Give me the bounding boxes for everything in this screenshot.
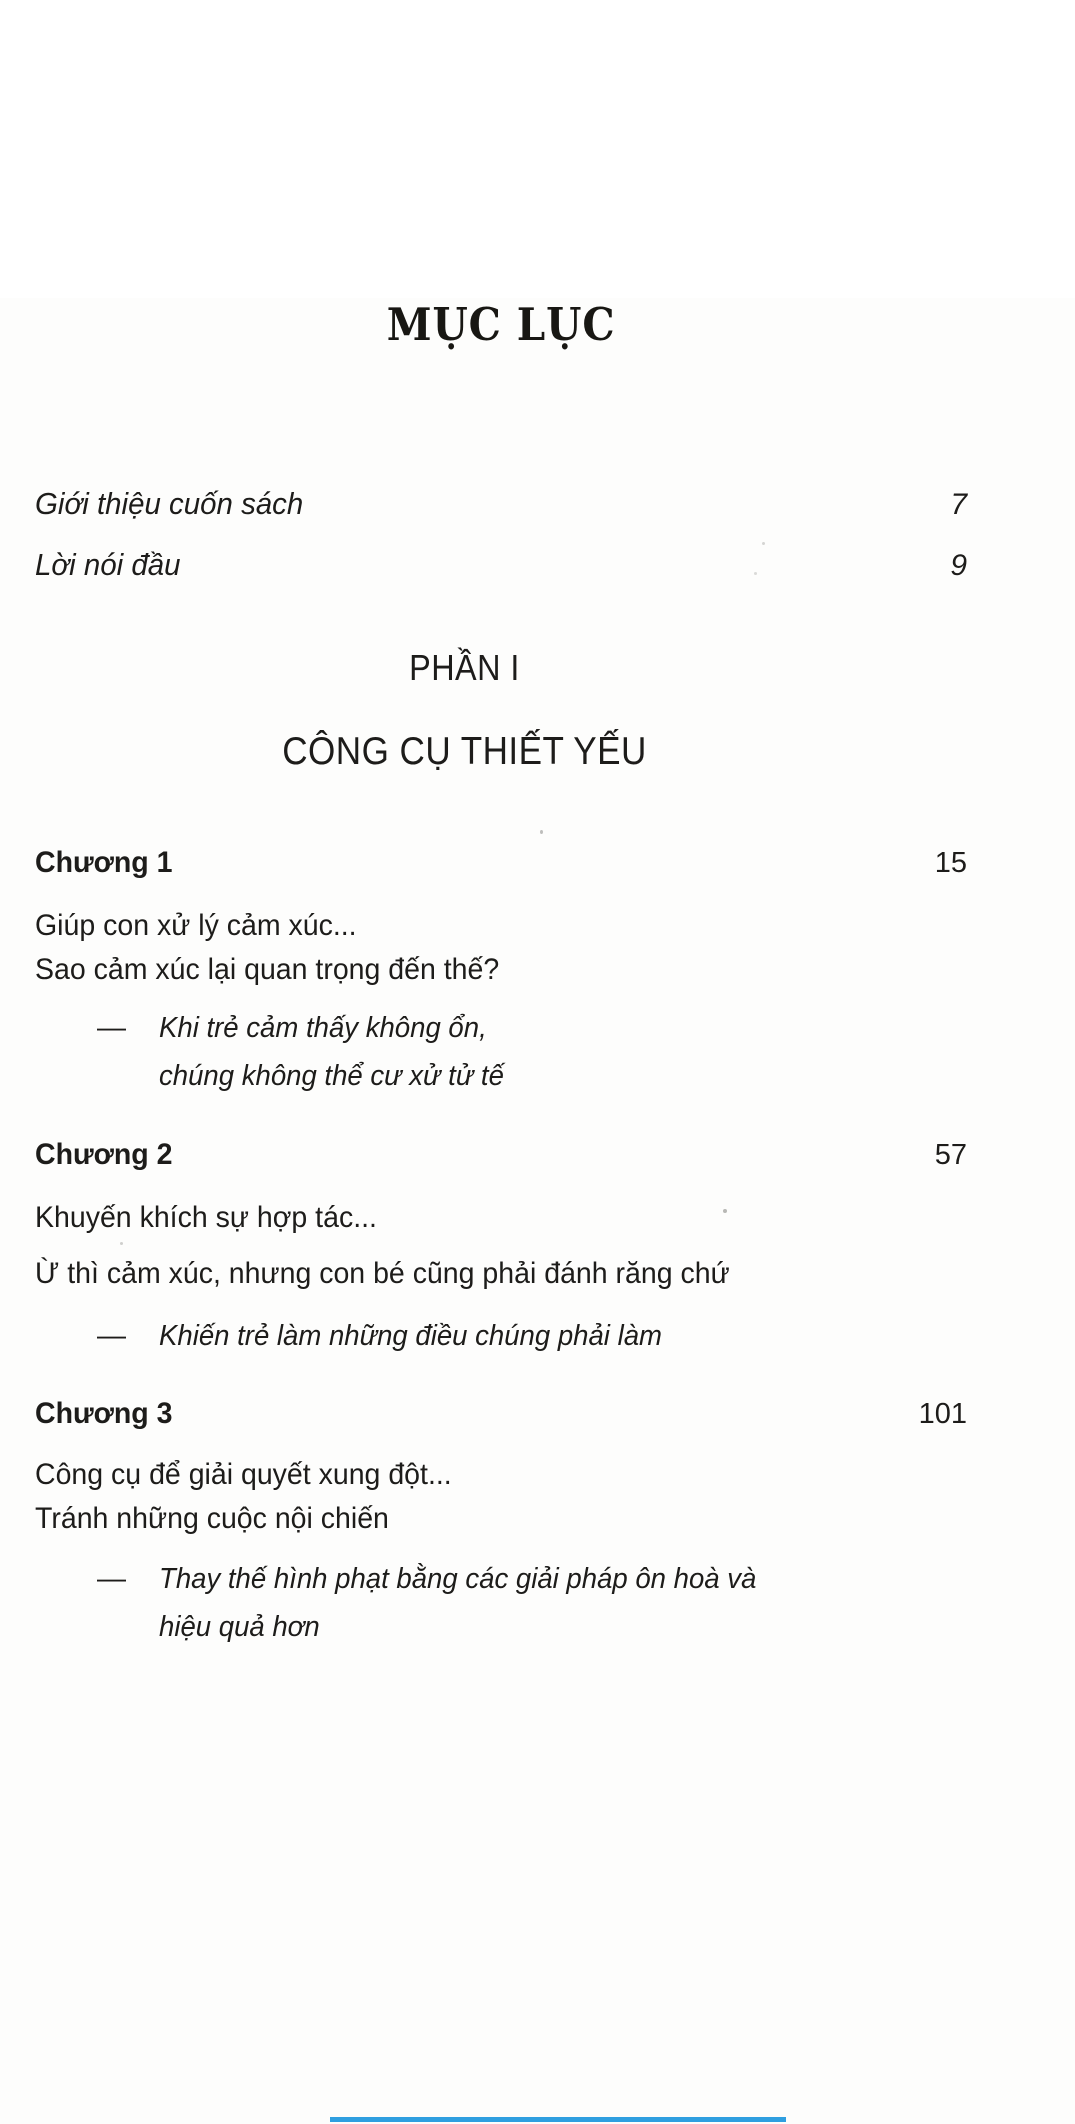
chapter-heading-row — [35, 1399, 967, 1429]
chapter-heading: Chương 3 — [35, 1397, 173, 1430]
chapter-subtitles — [35, 1196, 967, 1296]
chapter-subtitles — [35, 904, 967, 992]
front-matter-list — [35, 484, 967, 586]
entry-label: Lời nói đầu — [35, 547, 181, 582]
toc-entry-gioi-thieu — [35, 484, 967, 525]
scan-speck — [762, 542, 765, 545]
chapter-heading: Chương 1 — [35, 846, 173, 879]
part-kicker-text: PHẦN I — [409, 647, 521, 688]
chapter-note — [35, 1312, 967, 1360]
note-line: hiệu quả hơn — [159, 1611, 320, 1643]
note-dash: — — [97, 1320, 126, 1352]
chapter-subtitle-line: Tránh những cuộc nội chiến — [35, 1502, 389, 1535]
chapter-page-number: 101 — [918, 1398, 967, 1430]
chapter-heading-row — [35, 848, 967, 878]
toc-page — [35, 298, 967, 1651]
scan-speck — [120, 1242, 123, 1245]
chapter-subtitle-line: Giúp con xử lý cảm xúc... — [35, 909, 357, 942]
chapter-note — [35, 1004, 967, 1100]
entry-label: Giới thiệu cuốn sách — [35, 486, 304, 521]
bottom-scan-edge-line — [330, 2117, 786, 2122]
page-title — [35, 298, 967, 352]
chapter-page-number: 15 — [934, 847, 967, 879]
scan-speck — [540, 830, 543, 834]
page-title-text: MỤC LỤC — [386, 298, 616, 351]
chapter-heading-row — [35, 1140, 967, 1170]
note-line: Khi trẻ cảm thấy không ổn, — [159, 1012, 487, 1044]
chapter-subtitles — [35, 1453, 967, 1541]
chapter-heading: Chương 2 — [35, 1138, 173, 1171]
part-kicker — [35, 646, 967, 690]
chapter-page-number: 57 — [934, 1139, 967, 1171]
entry-page-number: 7 — [950, 488, 967, 521]
chapter-subtitle-line: Khuyến khích sự hợp tác... — [35, 1201, 377, 1234]
note-dash: — — [97, 1012, 126, 1044]
entry-page-number: 9 — [950, 549, 967, 582]
toc-chapter-1 — [35, 848, 967, 1100]
toc-chapter-2 — [35, 1140, 967, 1360]
chapter-subtitle-line: Sao cảm xúc lại quan trọng đến thế? — [35, 953, 500, 986]
scan-speck — [723, 1209, 727, 1213]
toc-entry-loi-noi-dau — [35, 545, 967, 586]
part-title — [35, 724, 967, 780]
note-line: Khiến trẻ làm những điều chúng phải làm — [159, 1320, 662, 1352]
part-title-text: CÔNG CỤ THIẾT YẾU — [282, 730, 648, 773]
chapter-subtitle-line: Ừ thì cảm xúc, nhưng con bé cũng phải đánh răng chứ — [35, 1257, 730, 1290]
chapter-subtitle-line: Công cụ để giải quyết xung đột... — [35, 1458, 452, 1491]
chapter-note — [35, 1555, 967, 1651]
note-line: chúng không thể cư xử tử tế — [159, 1060, 504, 1092]
scan-speck — [754, 572, 757, 575]
note-line: Thay thế hình phạt bằng các giải pháp ôn hoà và — [159, 1563, 757, 1595]
toc-chapter-3 — [35, 1399, 967, 1651]
note-dash: — — [97, 1563, 126, 1595]
